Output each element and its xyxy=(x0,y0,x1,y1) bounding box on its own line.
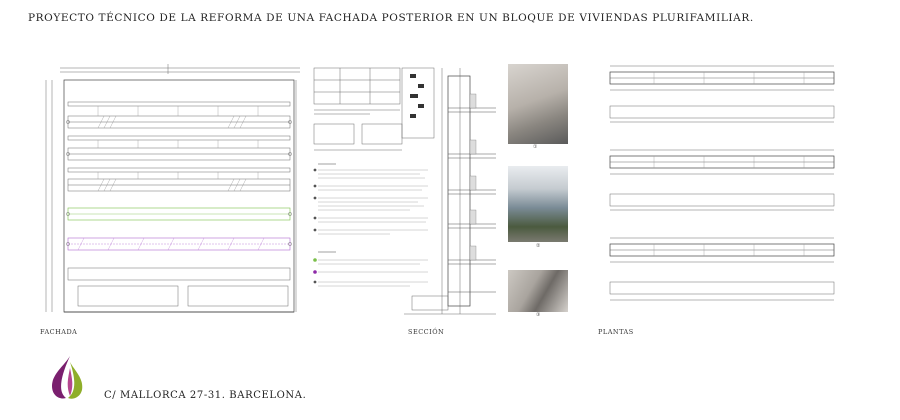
photo-2 xyxy=(508,166,568,242)
plantas-drawing xyxy=(594,60,848,324)
sheet-title: PROYECTO TÉCNICO DE LA REFORMA DE UNA FACHADA POSTERIOR EN UN BLOQUE DE VIVIENDAS PLURIFAMILIAR. xyxy=(28,12,754,24)
address: C/ MALLORCA 27-31. BARCELONA. xyxy=(104,390,307,401)
photo-1 xyxy=(508,64,568,144)
fachada-drawing xyxy=(38,62,308,324)
photo-3 xyxy=(508,270,568,312)
fachada-caption: FACHADA xyxy=(40,328,78,336)
photo-3-number: ③ xyxy=(536,312,541,318)
photo-2-number: ② xyxy=(536,243,541,249)
seccion-drawing xyxy=(400,64,500,326)
plantas-caption: PLANTAS xyxy=(598,328,634,336)
seccion-caption: SECCIÓN xyxy=(408,328,445,336)
photo-1-number: ① xyxy=(533,144,538,150)
logo xyxy=(44,352,96,404)
